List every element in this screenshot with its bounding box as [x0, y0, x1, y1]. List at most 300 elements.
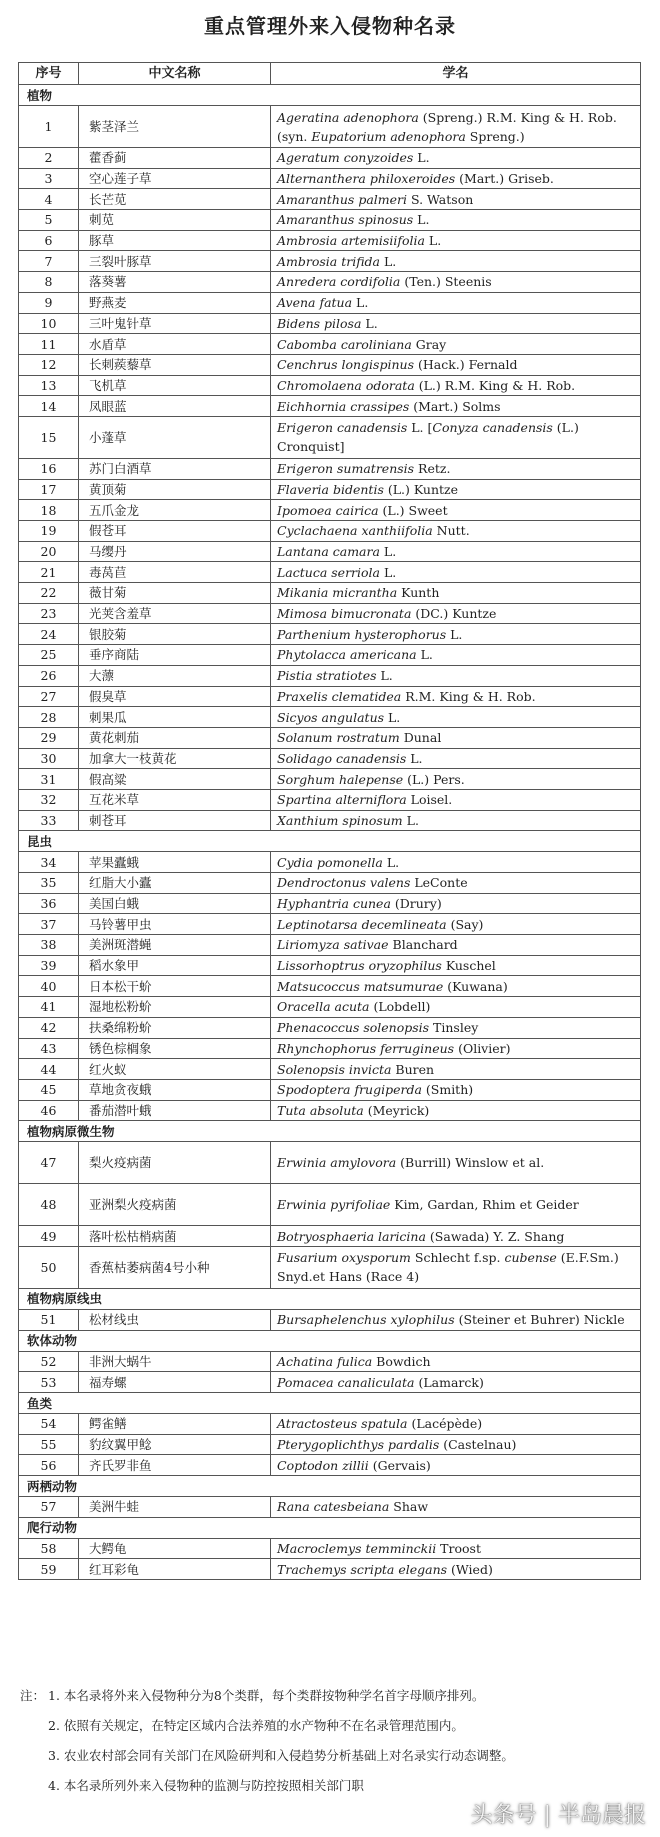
category-label: 两栖动物: [19, 1476, 641, 1497]
species-number: 28: [19, 707, 79, 728]
species-number: 52: [19, 1351, 79, 1372]
species-chinese-name: 刺苋: [79, 210, 271, 231]
table-row: [19, 769, 641, 790]
species-number: 48: [19, 1184, 79, 1226]
category-row: [19, 1330, 641, 1351]
table-row: [19, 479, 641, 500]
species-scientific-name: [271, 893, 641, 914]
sci-name-author: Dunal: [399, 730, 442, 746]
sci-name-author: L.: [379, 544, 397, 560]
species-chinese-name: 鳄雀鳝: [79, 1414, 271, 1435]
species-scientific-name: [271, 106, 641, 148]
species-number: 12: [19, 354, 79, 375]
species-chinese-name: 长芒苋: [79, 189, 271, 210]
sci-name-italic: Phenacoccus solenopsis: [277, 1020, 430, 1036]
note-text-1: 1. 本名录将外来入侵物种分为8个类群，每个类群按物种学名首字母顺序排列。: [48, 1688, 485, 1703]
sci-name-author: (Lacépède): [407, 1416, 483, 1432]
species-scientific-name: [271, 1184, 641, 1226]
species-scientific-name: [271, 769, 641, 790]
species-number: 47: [19, 1142, 79, 1184]
species-number: 27: [19, 686, 79, 707]
table-row: [19, 1079, 641, 1100]
species-number: 39: [19, 955, 79, 976]
notes-label: 注：: [20, 1688, 46, 1703]
sci-name-italic: Hyphantria cunea: [277, 896, 391, 912]
species-scientific-name: [271, 1079, 641, 1100]
category-label: 植物病原线虫: [19, 1288, 641, 1309]
sci-name-italic: Phytolacca americana: [277, 647, 417, 663]
sci-name-italic: Amaranthus palmeri: [277, 191, 407, 207]
species-number: 49: [19, 1226, 79, 1247]
species-chinese-name: 薇甘菊: [79, 583, 271, 604]
table-row: [19, 334, 641, 355]
species-chinese-name: 香蕉枯萎病菌4号小种: [79, 1246, 271, 1288]
species-number: 53: [19, 1372, 79, 1393]
sci-name-italic: Trachemys scripta elegans: [277, 1561, 448, 1577]
species-chinese-name: 番茄潜叶蛾: [79, 1100, 271, 1121]
sci-name-italic: Erigeron canadensis: [277, 420, 408, 436]
sci-name-italic: Cydia pomonella: [277, 854, 383, 870]
sci-name-author: Spreng.): [465, 128, 525, 144]
table-row: [19, 1017, 641, 1038]
species-number: 55: [19, 1434, 79, 1455]
species-number: 6: [19, 230, 79, 251]
sci-name-author: L.: [380, 253, 397, 269]
species-scientific-name: [271, 1246, 641, 1288]
sci-name-author: L.: [361, 315, 378, 331]
species-scientific-name: [271, 1559, 641, 1580]
species-chinese-name: 稻水象甲: [79, 955, 271, 976]
species-chinese-name: 黄花刺茄: [79, 727, 271, 748]
sci-name-italic: Ipomoea cairica: [277, 502, 379, 518]
sci-name-italic: Anredera cordifolia: [277, 274, 401, 290]
species-chinese-name: 互花米草: [79, 789, 271, 810]
sci-name-author: Schlecht f.sp.: [410, 1250, 505, 1266]
table-header-row: [19, 63, 641, 85]
table-row: [19, 603, 641, 624]
sci-name-italic: Lissorhoptrus oryzophilus: [277, 958, 442, 974]
sci-name-author: (Meyrick): [363, 1102, 430, 1118]
sci-name-italic: Macroclemys temminckii: [277, 1541, 437, 1557]
table-row: [19, 313, 641, 334]
species-chinese-name: 三裂叶豚草: [79, 251, 271, 272]
species-scientific-name: [271, 334, 641, 355]
species-scientific-name: [271, 148, 641, 169]
sci-name-italic: Praxelis clematidea: [277, 688, 402, 704]
species-number: 25: [19, 645, 79, 666]
table-row: [19, 1100, 641, 1121]
sci-name-author: (L.) Cronquist]: [277, 420, 579, 455]
species-chinese-name: 苹果蠹蛾: [79, 852, 271, 873]
species-number: 57: [19, 1497, 79, 1518]
species-number: 59: [19, 1559, 79, 1580]
species-scientific-name: [271, 1434, 641, 1455]
table-row: [19, 148, 641, 169]
sci-name-author: (Burrill) Winslow et al.: [396, 1155, 545, 1171]
sci-name-author: L.: [376, 668, 393, 684]
species-scientific-name: [271, 168, 641, 189]
sci-name-author: Buren: [391, 1061, 435, 1077]
table-row: [19, 645, 641, 666]
table-row: [19, 1351, 641, 1372]
table-row: [19, 686, 641, 707]
species-chinese-name: 空心莲子草: [79, 168, 271, 189]
species-scientific-name: [271, 810, 641, 831]
sci-name-author: Retz.: [414, 461, 451, 477]
sci-name-italic: Cyclachaena xanthiifolia: [277, 523, 433, 539]
sci-name-author: L.: [424, 233, 442, 249]
species-scientific-name: [271, 272, 641, 293]
species-scientific-name: [271, 396, 641, 417]
species-scientific-name: [271, 1538, 641, 1559]
species-number: 51: [19, 1309, 79, 1330]
species-number: 44: [19, 1059, 79, 1080]
species-chinese-name: 红脂大小蠹: [79, 873, 271, 894]
species-chinese-name: 亚洲梨火疫病菌: [79, 1184, 271, 1226]
sci-name-author: (Sawada) Y. Z. Shang: [425, 1228, 565, 1244]
species-scientific-name: [271, 1059, 641, 1080]
species-chinese-name: 大薸: [79, 665, 271, 686]
species-number: 37: [19, 914, 79, 935]
sci-name-author: (L.) Sweet: [378, 502, 448, 518]
sci-name-italic: Coptodon zillii: [277, 1457, 369, 1473]
species-number: 13: [19, 375, 79, 396]
sci-name-italic: Flaveria bidentis: [277, 481, 384, 497]
sci-name-author: (Ten.) Steenis: [400, 274, 492, 290]
sci-name-author: (E.F.Sm.) Snyd.et Hans (Race 4): [277, 1250, 619, 1285]
species-scientific-name: [271, 748, 641, 769]
table-row: [19, 292, 641, 313]
sci-name-author: Nutt.: [432, 523, 470, 539]
sci-name-italic: Achatina fulica: [277, 1353, 373, 1369]
species-chinese-name: 马铃薯甲虫: [79, 914, 271, 935]
species-number: 14: [19, 396, 79, 417]
sci-name-author: Troost: [436, 1541, 481, 1557]
sci-name-author: Kim, Gardan, Rhim et Geider: [390, 1197, 579, 1213]
sci-name-italic: Sorghum halepense: [277, 771, 404, 787]
table-row: [19, 168, 641, 189]
sci-name-author: (DC.) Kuntze: [411, 606, 497, 622]
species-scientific-name: [271, 1414, 641, 1435]
species-chinese-name: 红耳彩龟: [79, 1559, 271, 1580]
sci-name-author: (Spreng.) R.M. King & H. Rob. (syn.: [277, 109, 617, 144]
species-number: 9: [19, 292, 79, 313]
sci-name-author: (Castelnau): [439, 1437, 517, 1453]
species-number: 38: [19, 935, 79, 956]
table-row: [19, 1455, 641, 1476]
category-row: [19, 1393, 641, 1414]
species-scientific-name: [271, 292, 641, 313]
sci-name-author: (Lobdell): [369, 999, 431, 1015]
table-row: [19, 976, 641, 997]
sci-name-italic: Rana catesbeiana: [277, 1499, 390, 1515]
table-row: [19, 189, 641, 210]
species-chinese-name: 黄顶菊: [79, 479, 271, 500]
species-number: 3: [19, 168, 79, 189]
sci-name-italic: Lantana camara: [277, 544, 380, 560]
sci-name-italic: Spodoptera frugiperda: [277, 1082, 422, 1098]
sci-name-italic: Pterygoplichthys pardalis: [277, 1437, 440, 1453]
sci-name-author: (Hack.) Fernald: [413, 357, 518, 373]
species-number: 23: [19, 603, 79, 624]
sci-name-author: Blanchard: [388, 937, 458, 953]
species-scientific-name: [271, 562, 641, 583]
sci-name-italic: Amaranthus spinosus: [277, 212, 414, 228]
species-scientific-name: [271, 1100, 641, 1121]
sci-name-italic: Solidago canadensis: [277, 750, 407, 766]
sci-name-italic: Xanthium spinosum: [277, 812, 403, 828]
species-chinese-name: 落葵薯: [79, 272, 271, 293]
species-chinese-name: 长刺蒺藜草: [79, 354, 271, 375]
species-scientific-name: [271, 665, 641, 686]
species-number: 4: [19, 189, 79, 210]
species-scientific-name: [271, 935, 641, 956]
sci-name-italic: Spartina alterniflora: [277, 792, 407, 808]
table-row: [19, 1372, 641, 1393]
sci-name-author: L.: [446, 626, 463, 642]
species-number: 35: [19, 873, 79, 894]
sci-name-italic: Parthenium hysterophorus: [277, 626, 447, 642]
sci-name-author: L. [: [407, 420, 433, 436]
table-row: [19, 1226, 641, 1247]
category-row: [19, 1121, 641, 1142]
species-number: 58: [19, 1538, 79, 1559]
species-scientific-name: [271, 1226, 641, 1247]
category-label: 昆虫: [19, 831, 641, 852]
species-scientific-name: [271, 583, 641, 604]
species-scientific-name: [271, 976, 641, 997]
table-row: [19, 106, 641, 148]
sci-name-italic: Mikania micrantha: [277, 585, 398, 601]
species-number: 43: [19, 1038, 79, 1059]
table-row: [19, 624, 641, 645]
sci-name-author: Shaw: [389, 1499, 429, 1515]
species-number: 7: [19, 251, 79, 272]
species-chinese-name: 刺果瓜: [79, 707, 271, 728]
sci-name-author: (Kuwana): [443, 978, 508, 994]
species-number: 2: [19, 148, 79, 169]
species-scientific-name: [271, 210, 641, 231]
sci-name-italic: Ageratum conyzoides: [277, 150, 414, 166]
species-chinese-name: 加拿大一枝黄花: [79, 748, 271, 769]
species-scientific-name: [271, 727, 641, 748]
table-row: [19, 1538, 641, 1559]
table-row: [19, 583, 641, 604]
category-row: [19, 1476, 641, 1497]
species-number: 42: [19, 1017, 79, 1038]
species-chinese-name: 非洲大蜗牛: [79, 1351, 271, 1372]
table-row: [19, 1497, 641, 1518]
species-scientific-name: [271, 521, 641, 542]
species-chinese-name: 五爪金龙: [79, 500, 271, 521]
table-row: [19, 500, 641, 521]
species-number: 46: [19, 1100, 79, 1121]
species-chinese-name: 大鳄龟: [79, 1538, 271, 1559]
table-row: [19, 272, 641, 293]
species-number: 36: [19, 893, 79, 914]
document-title: 重点管理外来入侵物种名录: [204, 14, 456, 38]
species-number: 33: [19, 810, 79, 831]
species-number: 18: [19, 500, 79, 521]
sci-name-author: L.: [406, 750, 423, 766]
species-scientific-name: [271, 1372, 641, 1393]
species-chinese-name: 紫茎泽兰: [79, 106, 271, 148]
sci-name-italic: Matsucoccus matsumurae: [277, 978, 444, 994]
table-row: [19, 914, 641, 935]
sci-name-author: (Wied): [447, 1561, 493, 1577]
sci-name-italic: Solenopsis invicta: [277, 1061, 392, 1077]
species-scientific-name: [271, 189, 641, 210]
species-chinese-name: 齐氏罗非鱼: [79, 1455, 271, 1476]
species-chinese-name: 光荚含羞草: [79, 603, 271, 624]
sci-name-italic: Botryosphaeria laricina: [277, 1228, 426, 1244]
species-scientific-name: [271, 603, 641, 624]
species-number: 29: [19, 727, 79, 748]
sci-name-italic: cubense: [504, 1250, 557, 1266]
table-row: [19, 852, 641, 873]
species-scientific-name: [271, 1142, 641, 1184]
species-scientific-name: [271, 1309, 641, 1330]
sci-name-italic: Lactuca serriola: [277, 564, 380, 580]
table-row: [19, 375, 641, 396]
sci-name-author: L.: [402, 812, 419, 828]
table-row: [19, 893, 641, 914]
species-chinese-name: 垂序商陆: [79, 645, 271, 666]
species-number: 8: [19, 272, 79, 293]
species-scientific-name: [271, 955, 641, 976]
sci-name-italic: Atractosteus spatula: [277, 1416, 408, 1432]
species-scientific-name: [271, 354, 641, 375]
species-table: [18, 62, 641, 1580]
species-scientific-name: [271, 789, 641, 810]
species-scientific-name: [271, 230, 641, 251]
sci-name-italic: Rhynchophorus ferrugineus: [277, 1040, 455, 1056]
sci-name-italic: Cabomba caroliniana: [277, 336, 412, 352]
species-scientific-name: [271, 1017, 641, 1038]
sci-name-italic: Ageratina adenophora: [277, 109, 419, 125]
species-chinese-name: 美洲牛蛙: [79, 1497, 271, 1518]
sci-name-author: L.: [352, 295, 369, 311]
species-chinese-name: 梨火疫病菌: [79, 1142, 271, 1184]
species-number: 30: [19, 748, 79, 769]
table-row: [19, 789, 641, 810]
sci-name-author: Tinsley: [429, 1020, 479, 1036]
species-scientific-name: [271, 500, 641, 521]
species-number: 5: [19, 210, 79, 231]
sci-name-italic: Eupatorium adenophora: [311, 128, 466, 144]
table-row: [19, 748, 641, 769]
species-chinese-name: 苏门白酒草: [79, 458, 271, 479]
table-row: [19, 1142, 641, 1184]
table-row: [19, 665, 641, 686]
species-chinese-name: 飞机草: [79, 375, 271, 396]
header-sci: 学名: [271, 63, 641, 85]
note-line-1: [20, 1681, 640, 1711]
sci-name-author: Gray: [411, 336, 447, 352]
species-scientific-name: [271, 541, 641, 562]
sci-name-author: (L.) R.M. King & H. Rob.: [414, 377, 576, 393]
table-body: [19, 85, 641, 1580]
species-number: 45: [19, 1079, 79, 1100]
species-number: 17: [19, 479, 79, 500]
sci-name-italic: Tuta absoluta: [277, 1102, 364, 1118]
sci-name-author: Bowdich: [372, 1353, 431, 1369]
sci-name-author: L.: [382, 854, 400, 870]
species-number: 11: [19, 334, 79, 355]
sci-name-author: (Say): [446, 916, 484, 932]
sci-name-author: S. Watson: [407, 191, 474, 207]
species-chinese-name: 野燕麦: [79, 292, 271, 313]
species-number: 24: [19, 624, 79, 645]
table-row: [19, 1309, 641, 1330]
table-row: [19, 230, 641, 251]
sci-name-author: (Steiner et Buhrer) Nickle: [454, 1312, 625, 1328]
sci-name-author: (L.) Pers.: [403, 771, 465, 787]
category-label: 鱼类: [19, 1393, 641, 1414]
species-chinese-name: 福寿螺: [79, 1372, 271, 1393]
sci-name-author: L.: [380, 564, 397, 580]
species-number: 22: [19, 583, 79, 604]
table-row: [19, 707, 641, 728]
sci-name-author: (Gervais): [368, 1457, 431, 1473]
sci-name-author: L.: [413, 212, 430, 228]
table-row: [19, 1038, 641, 1059]
category-label: 软体动物: [19, 1330, 641, 1351]
species-scientific-name: [271, 313, 641, 334]
sci-name-italic: Bidens pilosa: [277, 315, 362, 331]
sci-name-italic: Ambrosia trifida: [277, 253, 381, 269]
sci-name-italic: Pomacea canaliculata: [277, 1374, 415, 1390]
species-number: 34: [19, 852, 79, 873]
species-chinese-name: 藿香蓟: [79, 148, 271, 169]
sci-name-italic: Fusarium oxysporum: [277, 1250, 411, 1266]
species-number: 1: [19, 106, 79, 148]
sci-name-italic: Oracella acuta: [277, 999, 370, 1015]
sci-name-author: LeConte: [410, 875, 468, 891]
watermark-logo: 头条号 | 半岛晨报: [470, 1803, 646, 1828]
species-scientific-name: [271, 1038, 641, 1059]
sci-name-author: (Drury): [390, 896, 442, 912]
table-row: [19, 873, 641, 894]
category-row: [19, 85, 641, 106]
species-chinese-name: 三叶鬼针草: [79, 313, 271, 334]
sci-name-author: Kunth: [397, 585, 440, 601]
species-chinese-name: 假高粱: [79, 769, 271, 790]
notes-section: [20, 1681, 640, 1801]
table-row: [19, 396, 641, 417]
species-number: 50: [19, 1246, 79, 1288]
species-number: 20: [19, 541, 79, 562]
sci-name-author: Loisel.: [406, 792, 453, 808]
table-row: [19, 458, 641, 479]
sci-name-author: (Mart.) Solms: [409, 398, 501, 414]
table-row: [19, 997, 641, 1018]
sci-name-italic: Pistia stratiotes: [277, 668, 377, 684]
species-scientific-name: [271, 1497, 641, 1518]
table-row: [19, 210, 641, 231]
sci-name-italic: Bursaphelenchus xylophilus: [277, 1312, 455, 1328]
sci-name-author: (Lamarck): [414, 1374, 484, 1390]
category-row: [19, 831, 641, 852]
sci-name-italic: Eichhornia crassipes: [277, 398, 410, 414]
sci-name-author: (Olivier): [454, 1040, 511, 1056]
sci-name-italic: Leptinotarsa decemlineata: [277, 916, 447, 932]
table-row: [19, 541, 641, 562]
sci-name-italic: Solanum rostratum: [277, 730, 400, 746]
species-chinese-name: 松材线虫: [79, 1309, 271, 1330]
sci-name-author: L.: [384, 709, 401, 725]
sci-name-italic: Erwinia pyrifoliae: [277, 1197, 391, 1213]
